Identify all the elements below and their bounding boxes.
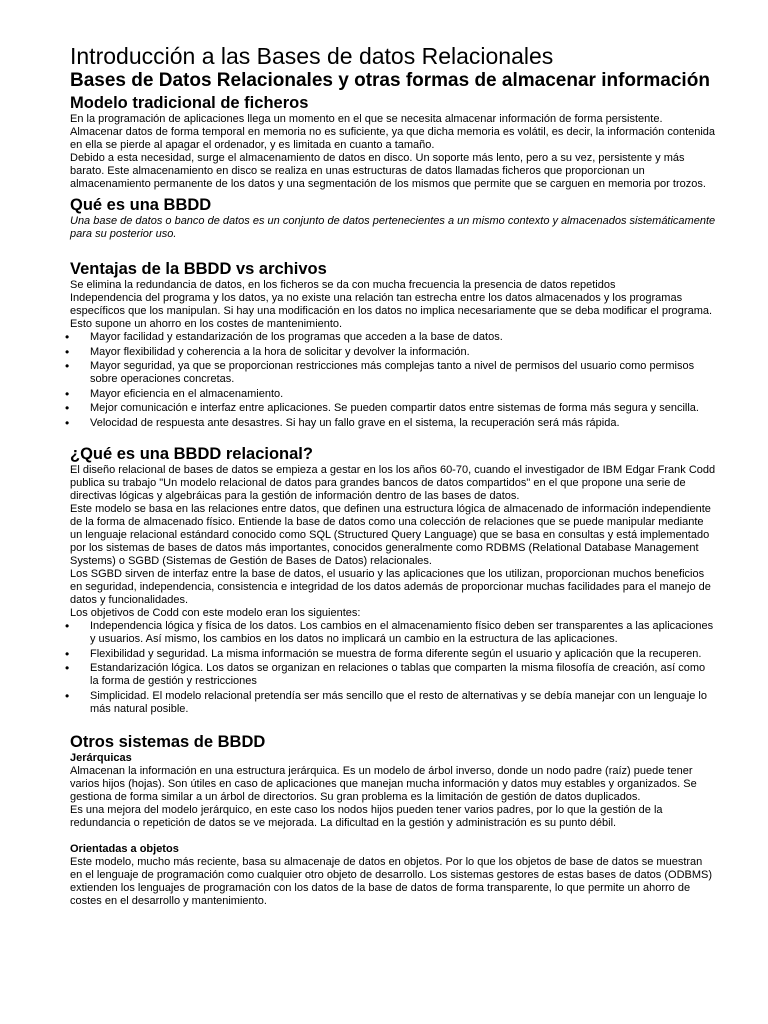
section-heading-relacional: ¿Qué es una BBDD relacional? <box>70 445 313 463</box>
definition-paragraph: Una base de datos o banco de datos es un conjunto de datos pertenecientes a un mismo contexto y almacenados sistemáticamente para su posterior uso. <box>70 215 716 240</box>
section-heading-ventajas: Ventajas de la BBDD vs archivos <box>70 260 327 278</box>
paragraph: Es una mejora del modelo jerárquico, en este caso los nodos hijos pueden tener varios padres, por lo que la gestión de la redundancia o repetición de datos se ve mejorada. La dificultad en la gestión y administración es su punto débil. <box>70 804 663 829</box>
list-item: • Mayor facilidad y estandarización de los programas que acceden a la base de datos. <box>70 331 716 344</box>
paragraph: El diseño relacional de bases de datos se empieza a gestar en los los años 60-70, cuando el investigador de IBM Edgar Frank Codd publica su trabajo "Un modelo relacional de datos para grandes bancos de datos compartidos" en el que propone una serie de directivas lógicas y algebráicas para la gestión de información dentro de las bases de datos. <box>70 464 716 502</box>
list-item: • Mayor seguridad, ya que se proporcionan restricciones más complejas tanto a nivel de permisos del usuario como permisos sobre operaciones concretas. <box>70 360 716 386</box>
advantages-list <box>70 331 716 430</box>
subsection-heading-jerarquicas: Jerárquicas <box>70 752 132 764</box>
section-heading-modelo: Modelo tradicional de ficheros <box>70 94 309 112</box>
paragraph: Los objetivos de Codd con este modelo eran los siguientes: <box>70 607 361 619</box>
section-heading-otros: Otros sistemas de BBDD <box>70 733 266 751</box>
paragraph: Este modelo, mucho más reciente, basa su almacenaje de datos en objetos. Por lo que los objetos de base de datos se muestran en el lenguaje de programación como cualquier otro objeto de desarrollo. Los sistemas gestores de estas bases de datos (ODBMS) extienden los lenguajes de programación con los datos de la base de datos de forma transparente, lo que permite un ahorro de costes en el desarrollo y mantenimiento. <box>70 856 713 907</box>
list-item: • Independencia lógica y física de los datos. Los cambios en el almacenamiento físico deben ser transparentes a las aplicaciones y usuarios. Así mismo, los cambios en los datos no implicará un cambio en la estructura de las aplicaciones. <box>70 620 716 646</box>
list-item: • Mejor comunicación e interfaz entre aplicaciones. Se pueden compartir datos entre sistemas de forma más segura y sencilla. <box>70 402 716 415</box>
list-item: • Simplicidad. El modelo relacional pretendía ser más sencillo que el resto de alternativas y se debía manejar con un lenguaje lo más natural posible. <box>70 690 716 716</box>
document-title: Introducción a las Bases de datos Relacionales <box>70 43 554 69</box>
paragraph: Se elimina la redundancia de datos, en los ficheros se da con mucha frecuencia la presencia de datos repetidos <box>70 279 616 291</box>
subsection-heading-objetos: Orientadas a objetos <box>70 843 179 855</box>
paragraph: En la programación de aplicaciones llega un momento en el que se necesita almacenar información de forma persistente. Almacenar datos de forma temporal en memoria no es suficiente, ya que dicha memoria es volátil, es decir, la información contenida en ella se pierde al apagar el ordenador, y es limitada en cuanto a tamaño. <box>70 113 716 151</box>
paragraph: Independencia del programa y los datos, ya no existe una relación tan estrecha entre los datos almacenados y los programas específicos que los manipulan. Si hay una modificación en los datos no implica necesariamente que se deba modificar el programa. Esto supone un ahorro en los costes de mantenimiento. <box>70 292 713 330</box>
section-heading-que-es: Qué es una BBDD <box>70 196 212 214</box>
list-item: • Estandarización lógica. Los datos se organizan en relaciones o tablas que comparten la misma filosofía de creación, así como la forma de gestión y restricciones <box>70 662 716 688</box>
paragraph: Almacenan la información en una estructura jerárquica. Es un modelo de árbol inverso, donde un nodo padre (raíz) puede tener varios hijos (hojas). Son útiles en caso de aplicaciones que manejan mucha información y datos muy estables y organizados. Se gestiona de forma similar a un árbol de directorios. Su gran problema es la limitación de gestión de datos duplicados. <box>70 765 697 803</box>
paragraph: Este modelo se basa en las relaciones entre datos, que definen una estructura lógica de almacenado de información independiente de la forma de almacenado físico. Entiende la base de datos como una colección de relaciones que se puede manipular mediante un lenguaje relacional estándard conocido como SQL (Structured Query Language) que se basa en consultas y está implementado por los sistemas de bases de datos más importantes, conocidos generalmente como RDBMS (Relational Database Management Systems) o SGBD (Sistemas de Gestión de Bases de Datos) relacionales. <box>70 503 711 567</box>
list-item: • Velocidad de respuesta ante desastres. Si hay un fallo grave en el sistema, la recuperación será más rápida. <box>70 417 716 430</box>
list-item: • Mayor eficiencia en el almacenamiento. <box>70 388 716 401</box>
document-subtitle: Bases de Datos Relacionales y otras formas de almacenar información <box>70 70 710 91</box>
paragraph: Los SGBD sirven de interfaz entre la base de datos, el usuario y las aplicaciones que los utilizan, proporcionan muchos beneficios en seguridad, independencia, consistencia e integridad de los datos además de proporcionar muchas facilidades para el manejo de datos y funcionalidades. <box>70 568 711 606</box>
paragraph: Debido a esta necesidad, surge el almacenamiento de datos en disco. Un soporte más lento, pero a su vez, persistente y más barato. Este almacenamiento en disco se realiza en unas estructuras de datos llamadas ficheros que proporcionan un almacenamiento permanente de los datos y una segmentación de los mismos que permite que se carguen en memoria por trozos. <box>70 152 706 190</box>
codd-objectives-list <box>70 620 716 716</box>
list-item: • Mayor flexibilidad y coherencia a la hora de solicitar y devolver la información. <box>70 346 716 359</box>
list-item: • Flexibilidad y seguridad. La misma información se muestra de forma diferente según el usuario y aplicación que la recuperen. <box>70 648 716 661</box>
